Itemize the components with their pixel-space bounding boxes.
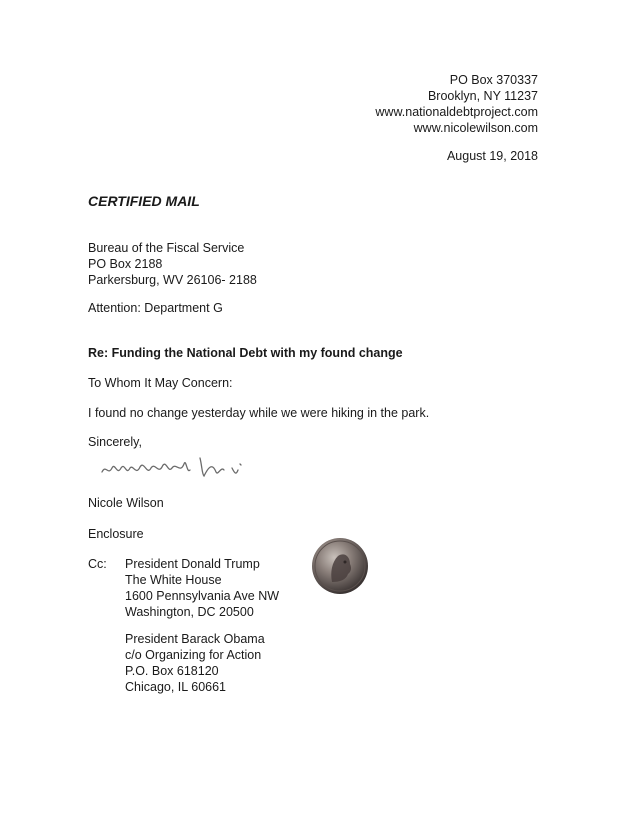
cc-recipient-2-name: President Barack Obama [125, 632, 265, 646]
salutation: To Whom It May Concern: [88, 376, 233, 390]
letter-body: I found no change yesterday while we were hiking in the park. [88, 406, 430, 420]
signer-name: Nicole Wilson [88, 496, 164, 510]
cc-recipient-2 [125, 631, 265, 695]
closing: Sincerely, [88, 435, 142, 449]
recipient-city: Parkersburg, WV 26106- 2188 [88, 273, 257, 287]
subject-line: Re: Funding the National Debt with my found change [88, 346, 403, 360]
recipient-po-box: PO Box 2188 [88, 257, 163, 271]
sender-po-box: PO Box 370337 [449, 73, 538, 87]
cc-recipient-1-city: Washington, DC 20500 [125, 605, 254, 619]
cc-recipient-2-street: P.O. Box 618120 [125, 664, 219, 678]
sender-address [375, 72, 538, 136]
recipient-name: Bureau of the Fiscal Service [88, 241, 245, 255]
cc-recipient-2-city: Chicago, IL 60661 [125, 680, 227, 694]
letter-date: August 19, 2018 [446, 149, 538, 163]
sender-website-1: www.nationaldebtproject.com [375, 105, 538, 119]
cc-recipient-1-name: President Donald Trump [125, 557, 260, 571]
handwritten-signature [100, 452, 250, 482]
certified-mail-heading: CERTIFIED MAIL [88, 193, 200, 209]
cc-label: Cc: [88, 557, 107, 571]
cc-recipient-1-street: 1600 Pennsylvania Ave NW [125, 589, 280, 603]
cc-recipient-1 [125, 556, 279, 620]
sender-city: Brooklyn, NY 11237 [427, 89, 538, 103]
sender-website-2: www.nicolewilson.com [413, 121, 538, 135]
attention-line: Attention: Department G [88, 301, 223, 315]
enclosure-note: Enclosure [88, 527, 144, 541]
cc-recipient-1-org: The White House [125, 573, 222, 587]
cc-recipient-2-org: c/o Organizing for Action [125, 648, 262, 662]
penny-coin-image [310, 536, 370, 596]
recipient-address [88, 240, 257, 288]
